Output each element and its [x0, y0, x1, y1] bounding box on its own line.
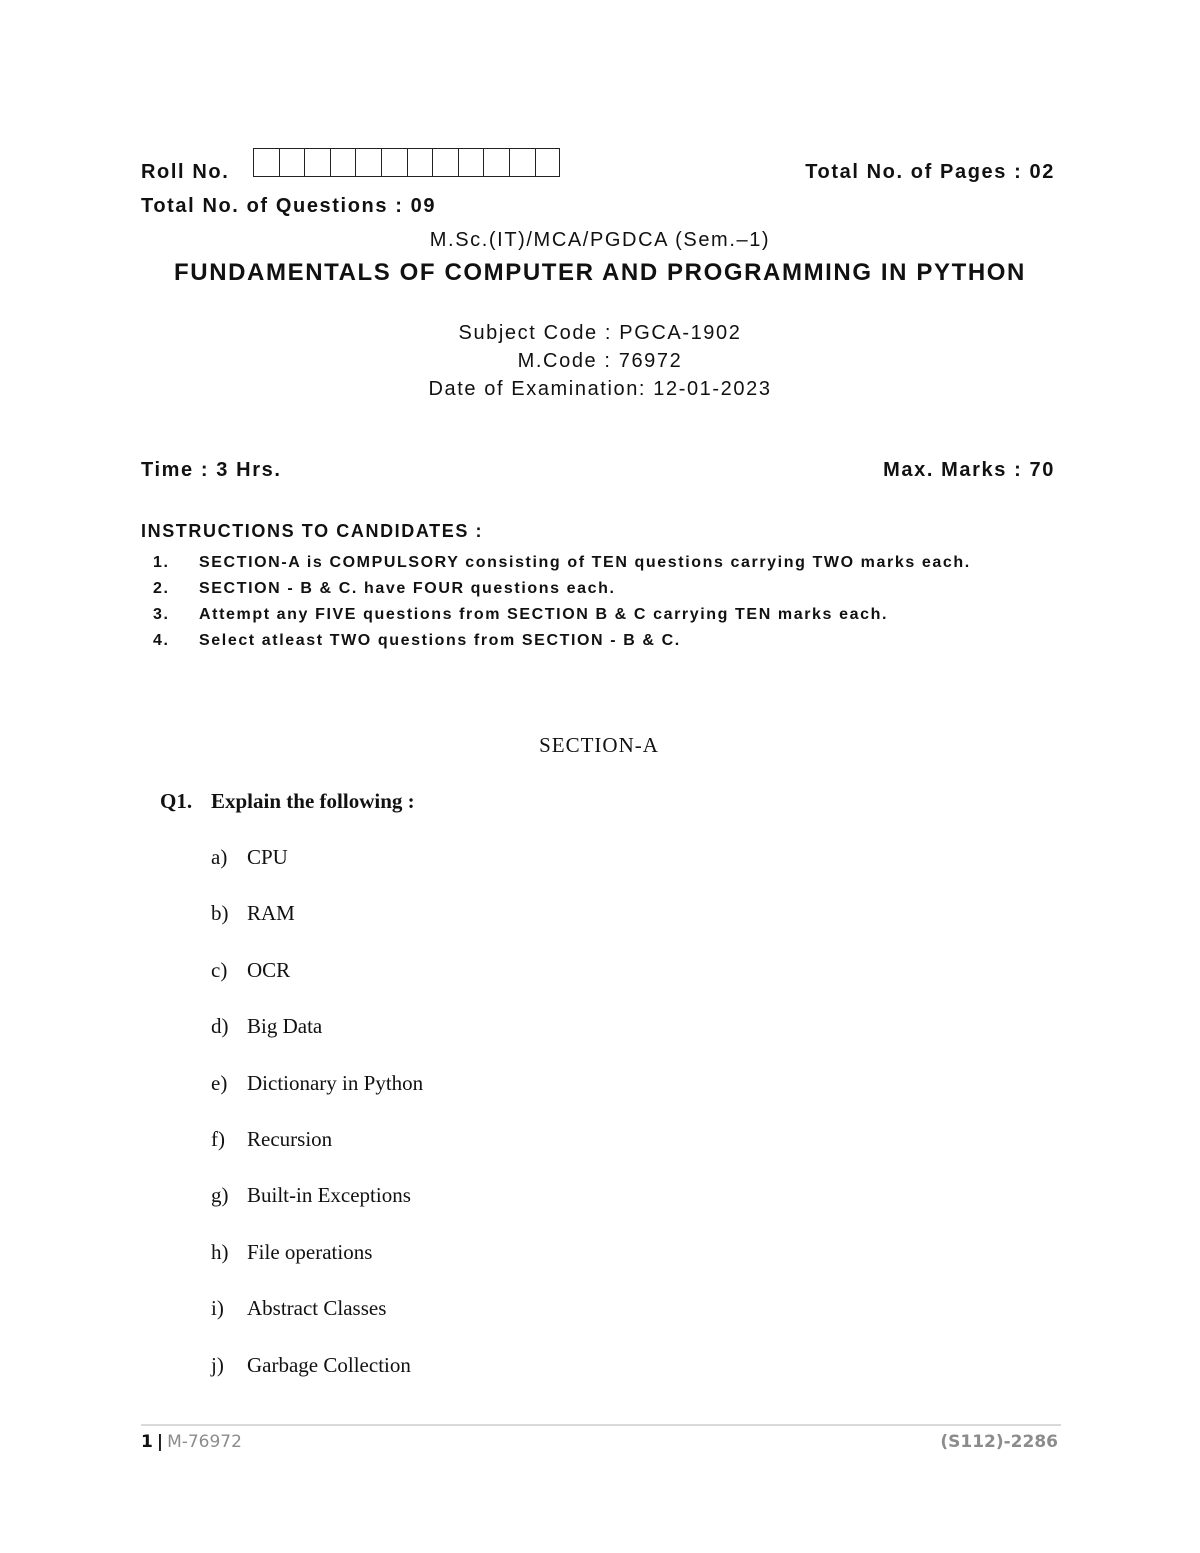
question-options	[211, 845, 423, 1409]
m-code: M.Code : 76972	[517, 350, 683, 372]
option-item	[211, 1071, 423, 1127]
option-text: Recursion	[247, 1126, 333, 1151]
footer-doc-code: M-76972	[167, 1432, 242, 1452]
roll-number-box[interactable]	[253, 148, 279, 177]
option-letter: j)	[211, 1352, 224, 1377]
option-text: OCR	[247, 957, 291, 982]
exam-date: Date of Examination: 12-01-2023	[428, 378, 772, 400]
instruction-text: Select atleast TWO questions from SECTION - B & C.	[199, 632, 681, 649]
option-item	[211, 1127, 423, 1183]
option-text: Dictionary in Python	[247, 1070, 424, 1095]
roll-number-box[interactable]	[483, 148, 509, 177]
roll-number-box[interactable]	[355, 148, 381, 177]
instruction-number: 3.	[153, 606, 170, 623]
footer-left	[141, 1432, 242, 1452]
instruction-item	[141, 578, 1059, 599]
roll-number-box[interactable]	[330, 148, 356, 177]
instruction-number: 2.	[153, 580, 170, 597]
option-text: Garbage Collection	[247, 1352, 411, 1377]
program-name: M.Sc.(IT)/MCA/PGDCA (Sem.–1)	[429, 229, 771, 251]
paper-title	[0, 256, 1200, 289]
max-marks: Max. Marks : 70	[883, 459, 1055, 481]
roll-number-box[interactable]	[509, 148, 535, 177]
option-letter: e)	[211, 1070, 228, 1095]
option-text: File operations	[247, 1239, 373, 1264]
instruction-number: 4.	[153, 632, 170, 649]
option-letter: a)	[211, 845, 228, 869]
instruction-text: SECTION-A is COMPULSORY consisting of TEN questions carrying TWO marks each.	[199, 554, 971, 571]
instruction-item	[141, 604, 1059, 625]
option-item	[211, 958, 423, 1014]
option-item	[211, 1353, 423, 1409]
option-text: Big Data	[247, 1014, 323, 1039]
option-text: Abstract Classes	[247, 1296, 387, 1321]
roll-number-box[interactable]	[458, 148, 484, 177]
option-letter: h)	[211, 1239, 229, 1264]
subject-code: Subject Code : PGCA-1902	[458, 322, 742, 344]
option-text: CPU	[247, 845, 288, 869]
question-number: Q1.	[160, 789, 193, 813]
question-text: Explain the following :	[211, 789, 415, 813]
option-letter: b)	[211, 901, 229, 926]
option-letter: i)	[211, 1296, 224, 1321]
page-number: 1	[141, 1432, 153, 1452]
option-item	[211, 901, 423, 957]
option-letter: g)	[211, 1183, 229, 1208]
option-item	[211, 845, 423, 901]
roll-number-box[interactable]	[304, 148, 330, 177]
roll-number-box[interactable]	[535, 148, 561, 177]
section-a-heading: SECTION-A	[539, 733, 659, 757]
footer-divider	[141, 1424, 1061, 1426]
instruction-number: 1.	[153, 554, 170, 571]
total-questions: Total No. of Questions : 09	[141, 195, 437, 217]
total-pages: Total No. of Pages : 02	[805, 161, 1055, 183]
exam-time: Time : 3 Hrs.	[141, 459, 282, 481]
roll-number-box[interactable]	[381, 148, 407, 177]
paper-title-text: FUNDAMENTALS OF COMPUTER AND PROGRAMMING IN PYTHON	[174, 259, 1026, 286]
roll-number-label: Roll No.	[141, 161, 230, 183]
instructions-list	[141, 552, 1059, 656]
option-item	[211, 1183, 423, 1239]
roll-number-box[interactable]	[279, 148, 305, 177]
option-letter: c)	[211, 957, 228, 982]
option-text: Built-in Exceptions	[247, 1183, 411, 1208]
option-text: RAM	[247, 901, 295, 926]
instruction-text: SECTION - B & C. have FOUR questions each.	[199, 580, 616, 597]
roll-number-boxes[interactable]	[253, 148, 560, 177]
option-item	[211, 1296, 423, 1352]
footer-separator: |	[156, 1432, 164, 1452]
option-item	[211, 1240, 423, 1296]
option-item	[211, 1014, 423, 1070]
option-letter: d)	[211, 1014, 229, 1039]
instruction-text: Attempt any FIVE questions from SECTION B & C carrying TEN marks each.	[199, 606, 889, 623]
option-letter: f)	[211, 1126, 225, 1151]
footer-right-code: (S112)-2286	[940, 1432, 1058, 1452]
instruction-item	[141, 552, 1059, 573]
roll-number-box[interactable]	[407, 148, 433, 177]
instruction-item	[141, 630, 1059, 651]
instructions-heading: INSTRUCTIONS TO CANDIDATES :	[141, 521, 484, 541]
roll-number-box[interactable]	[432, 148, 458, 177]
